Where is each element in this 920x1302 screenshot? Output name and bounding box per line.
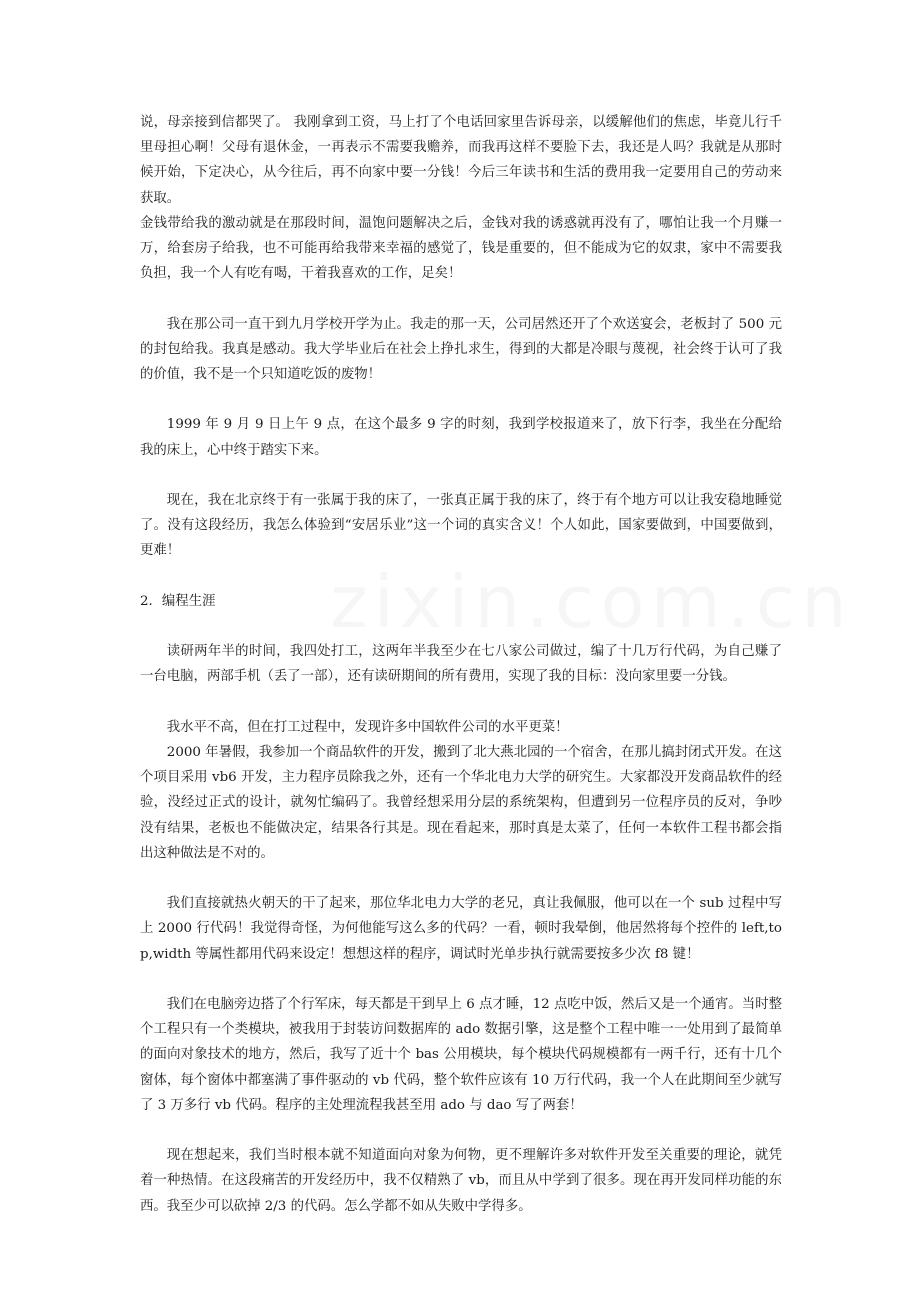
paragraph-11: 现在想起来，我们当时根本就不知道面向对象为何物，更不理解许多对软件开发至关重要的理论，就凭着一种热情。在这段痛苦的开发经历中，我不仅精熟了 vb，而且从中学到了很多。现在再开发同样功能的东西。我至少可以砍掉 2/3 的代码。怎么学都不如从失败中学得多。 [140,1148,782,1214]
spacer [140,286,782,311]
spacer [140,967,782,992]
paragraph-8: 2000 年暑假，我参加一个商品软件的开发，搬到了北大燕北园的一个宿舍，在那儿搞封闭式开发。在这个项目采用 vb6 开发，主力程序员除我之外，还有一个华北电力大学的研究生。大家都没开发商品软件的经验，没经过正式的设计，就匆忙编码了。我曾经想采用分层的系统架构，但遭到另一位程序员的反对，争吵没有结果，老板也不能做决定，结果各行其是。现在看起来，那时真是太菜了，任何一本软件工程书都会指出这种做法是不对的。 [140,744,782,861]
paragraph-7: 我水平不高，但在打工过程中，发现许多中国软件公司的水平更菜！ [166,719,569,735]
document-body [140,110,782,1219]
paragraph-5: 现在，我在北京终于有一张属于我的床了，一张真正属于我的床了，终于有个地方可以让我安稳地睡觉了。没有这段经历，我怎么体验到“安居乐业”这一个词的真实含义！个人如此，国家要做到，中国要做到，更难！ [140,493,782,559]
paragraph-1: 说，母亲接到信都哭了。 我刚拿到工资，马上打了个电话回家里告诉母亲，以缓解他们的焦虑，毕竟儿行千里母担心啊！父母有退休金，一再表示不需要我赡养，而我再这样不要脸下去，我还是人吗？我就是从那时候开始，下定决心，从今往后，再不向家中要一分钱！今后三年读书和生活的费用我一定要用自己的劳动来获取。 [140,115,782,206]
spacer [140,690,782,715]
paragraph-9: 我们直接就热火朝天的干了起来，那位华北电力大学的老兄，真让我佩服，他可以在一个 sub 过程中写上 2000 行代码！我觉得奇怪，为何他能写这么多的代码？一看，顿时我晕倒，他居然将每个控件的 left,top,width 等属性都用代码来设定！想想这样的程序，调试时光单步执行就需要按多少次 f8 键！ [140,896,782,962]
paragraph-10: 我们在电脑旁边搭了个行军床，每天都是干到早上 6 点才睡，12 点吃中饭，然后又是一个通宵。当时整个工程只有一个类模块，被我用于封装访问数据库的 ado 数据引擎，这是整个工程中唯一一处用到了最简单的面向对象技术的地方，然后，我写了近十个 bas 公用模块，每个模块代码规模都有一两千行，还有十几个窗体，每个窗体中都塞满了事件驱动的 vb 代码，整个软件应该有 10 万行代码，我一个人在此期间至少就写了 3 万多行 vb 代码。程序的主处理流程我甚至用 ado 与 dao 写了两套！ [140,996,782,1113]
spacer [140,866,782,891]
spacer [140,463,782,488]
section-heading: 2．编程生涯 [140,593,216,609]
spacer [140,614,782,639]
paragraph-2: 金钱带给我的激动就是在那段时间，温饱问题解决之后，金钱对我的诱惑就再没有了，哪怕让我一个月赚一万，给套房子给我，也不可能再给我带来幸福的感觉了，钱是重要的，但不能成为它的奴隶，家中不需要我负担，我一个人有吃有喝，干着我喜欢的工作，足矣！ [140,215,782,282]
paragraph-6: 读研两年半的时间，我四处打工，这两年半我至少在七八家公司做过，编了十几万行代码，为自己赚了一台电脑，两部手机（丢了一部），还有读研期间的所有费用，实现了我的目标：没向家里要一分钱。 [140,644,782,685]
spacer [140,1118,782,1143]
paragraph-4: 1999 年 9 月 9 日上午 9 点，在这个最多 9 字的时刻，我到学校报道来了，放下行李，我坐在分配给我的床上，心中终于踏实下来。 [140,417,782,458]
spacer [140,387,782,412]
paragraph-3: 我在那公司一直干到九月学校开学为止。我走的那一天，公司居然还开了个欢送宴会，老板封了 500 元的封包给我。我真是感动。我大学毕业后在社会上挣扎求生，得到的大都是冷眼与蔑视，社会终于认可了我的价值，我不是一个只知道吃饭的废物！ [140,316,782,383]
spacer [140,564,782,589]
